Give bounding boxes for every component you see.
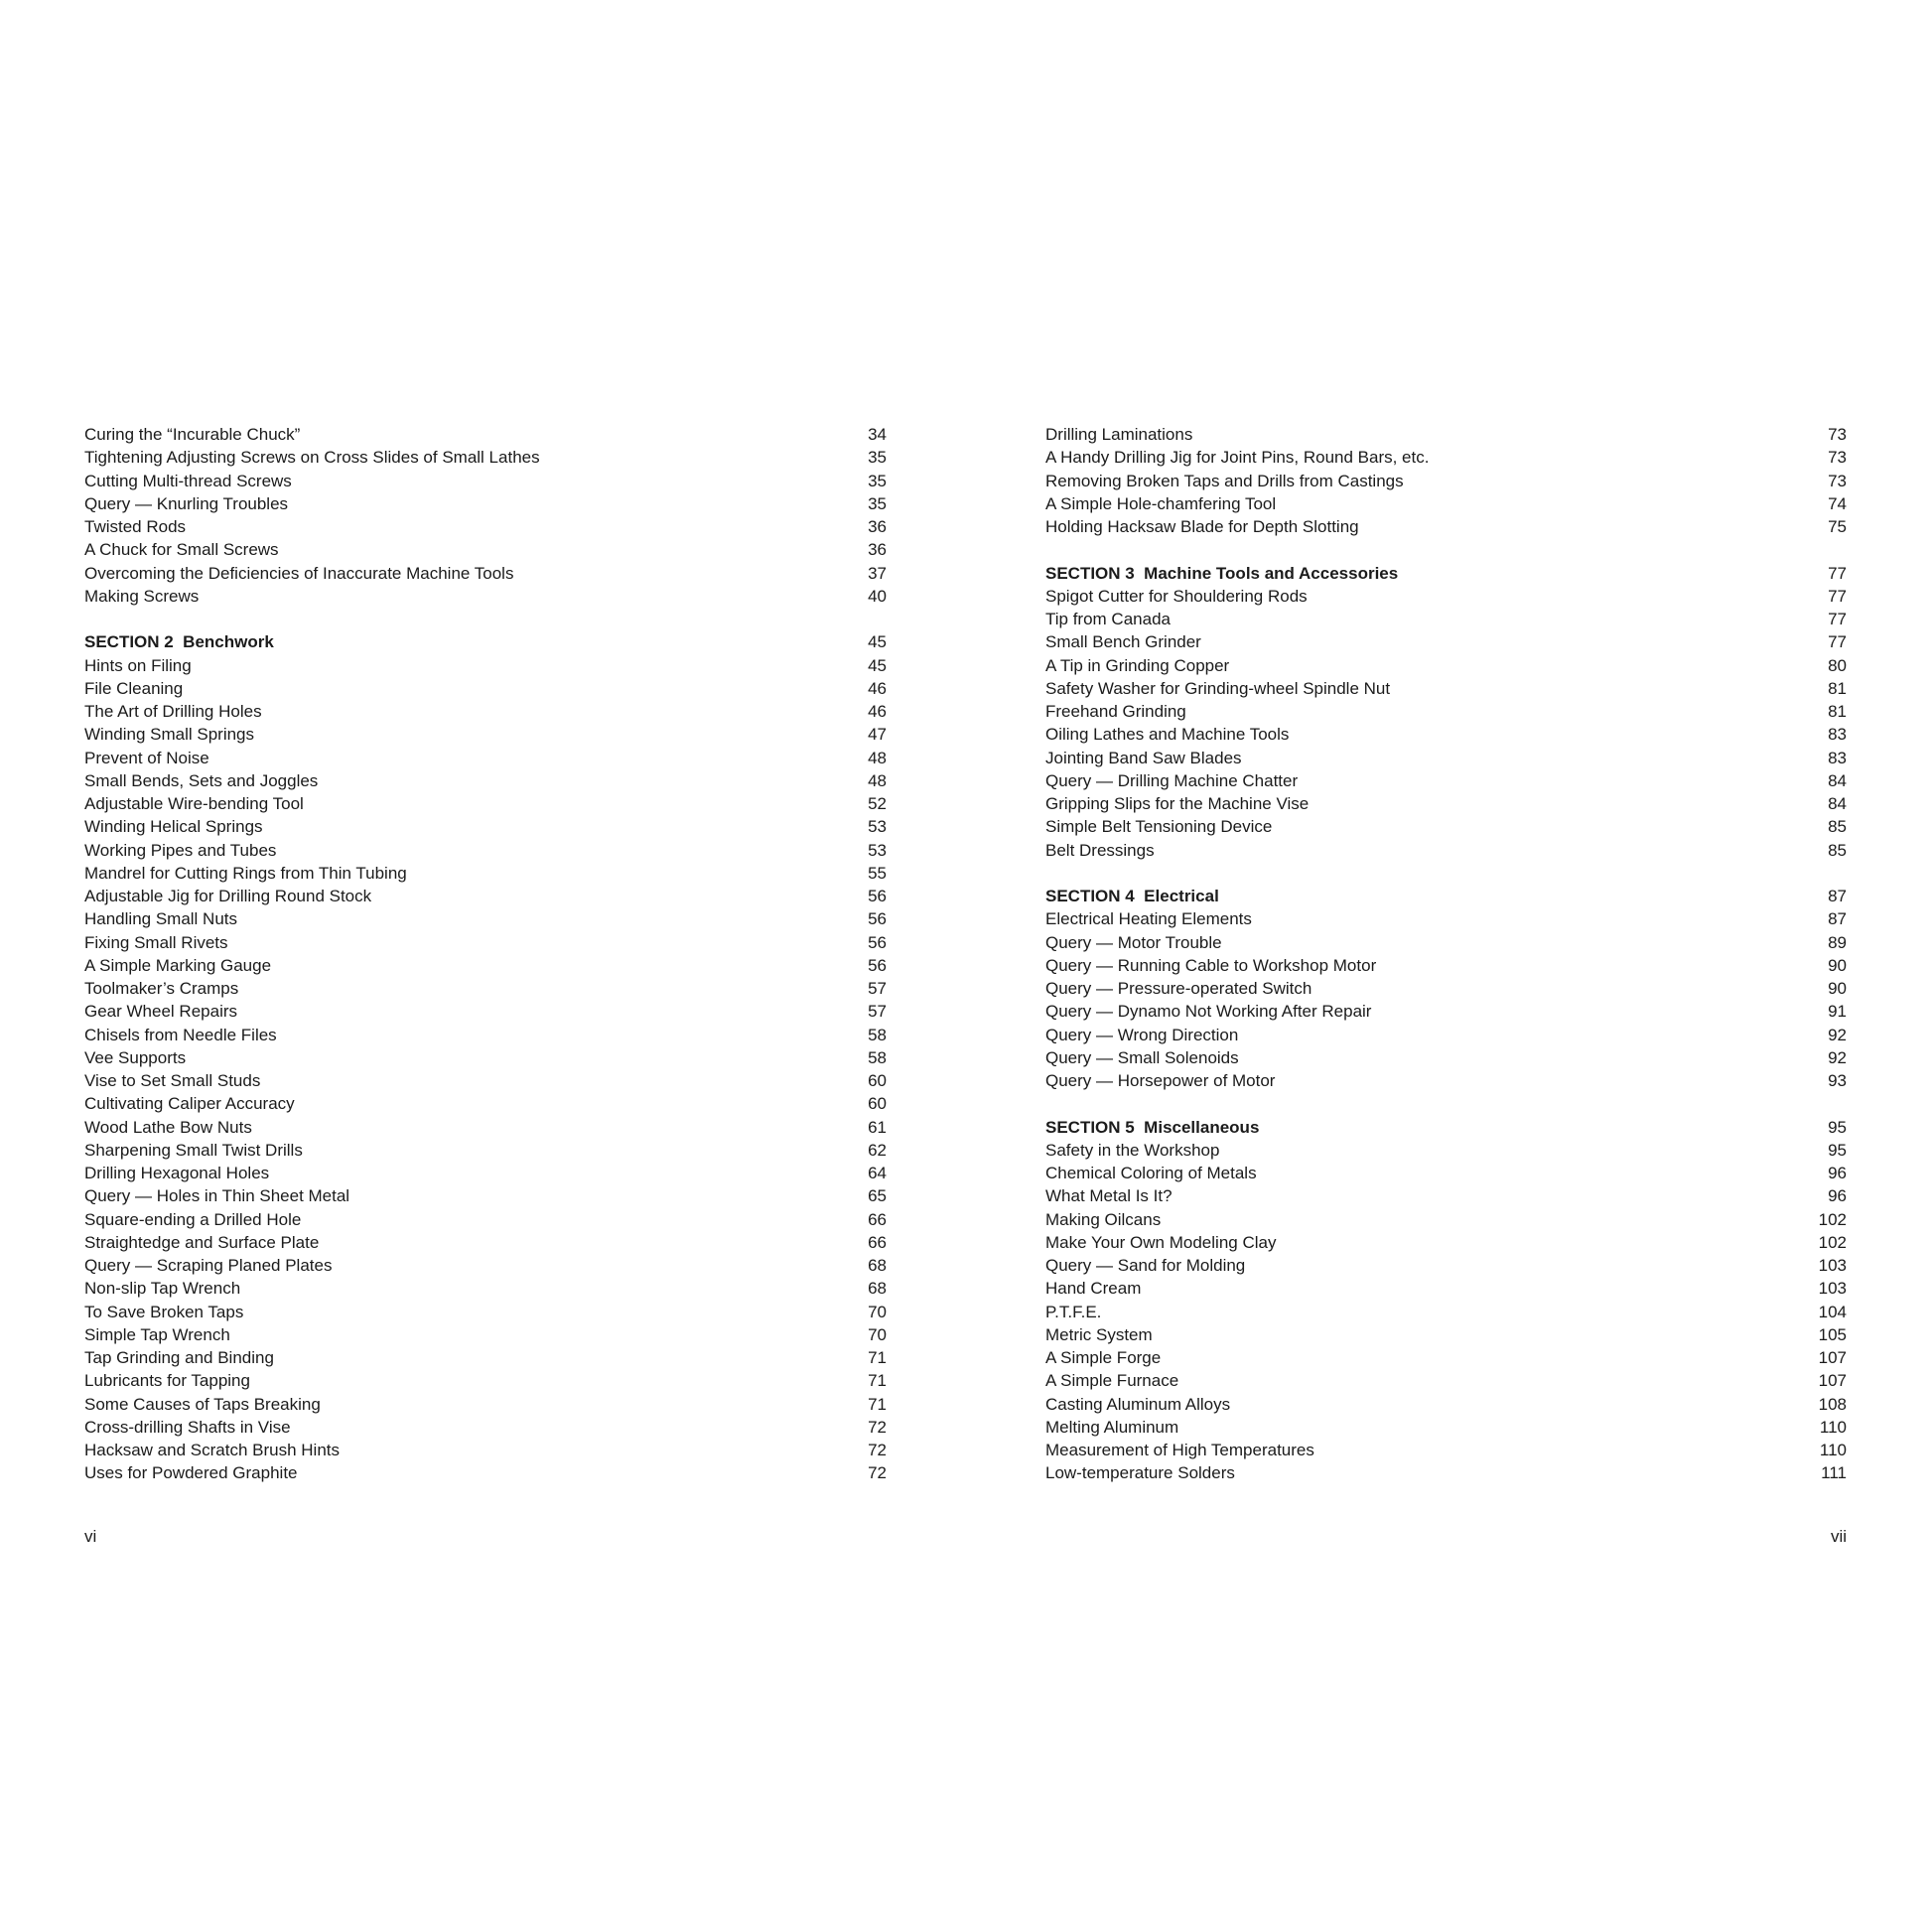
toc-entry-title: Square-ending a Drilled Hole [84,1209,302,1229]
toc-section-header [1045,562,1847,585]
toc-entry-title: Query — Wrong Direction [1045,1025,1239,1044]
toc-entry [84,862,887,885]
toc-entry [1045,1323,1847,1346]
toc-entry [1045,1208,1847,1231]
toc-entry [84,1369,887,1392]
toc-entry-page-number: 84 [1828,770,1847,790]
toc-entry-page-number: 46 [868,678,887,698]
toc-entry [1045,1139,1847,1162]
toc-entry-page-number: 61 [868,1117,887,1137]
toc-entry [84,1254,887,1277]
toc-entry-title: Measurement of High Temperatures [1045,1441,1314,1459]
toc-entry [84,1416,887,1439]
toc-entry [84,562,887,585]
toc-entry-title: Tip from Canada [1045,610,1171,628]
toc-entry-title: Sharpening Small Twist Drills [84,1140,303,1160]
toc-entry-page-number: 66 [868,1209,887,1229]
toc-entry-page-number: 65 [868,1186,887,1206]
toc-entry [84,885,887,907]
toc-entry-page-number: 47 [868,725,887,745]
toc-entry-page-number: 57 [868,1002,887,1022]
toc-entry-title: Prevent of Noise [84,748,209,767]
toc-entry-title: Tightening Adjusting Screws on Cross Slides of Small Lathes [84,448,540,468]
toc-entry [84,1000,887,1023]
toc-entry [84,1393,887,1416]
toc-entry-page-number: 72 [868,1441,887,1459]
toc-entry-page-number: 96 [1828,1186,1847,1206]
toc-entry-title: Belt Dressings [1045,840,1155,860]
toc-entry [84,977,887,1000]
toc-entry-page-number: 85 [1828,840,1847,860]
toc-group [1045,423,1847,538]
toc-entry [84,769,887,792]
toc-entry-page-number: 36 [868,540,887,560]
toc-entry [1045,1277,1847,1300]
page-number-folio-right: vii [1830,1527,1847,1546]
toc-entry-title: Uses for Powdered Graphite [84,1463,298,1483]
toc-entry-title: Cross-drilling Shafts in Vise [84,1417,291,1437]
toc-entry-page-number: 66 [868,1232,887,1252]
toc-entry-page-number: 45 [868,655,887,675]
toc-entry-page-number: 73 [1828,471,1847,490]
toc-section-header [1045,885,1847,907]
toc-entry-page-number: 110 [1819,1441,1847,1459]
toc-entry-page-number: 90 [1828,955,1847,975]
toc-entry-page-number: 93 [1828,1071,1847,1090]
toc-entry [84,538,887,561]
toc-entry-page-number: 96 [1828,1164,1847,1182]
toc-entry [84,723,887,746]
toc-entry-page-number: 36 [868,517,887,536]
toc-entry-page-number: 52 [868,794,887,813]
toc-entry-page-number: 75 [1828,517,1847,536]
toc-entry [1045,1439,1847,1461]
toc-entry-title: Non-slip Tap Wrench [84,1279,241,1299]
toc-entry-page-number: 73 [1828,448,1847,468]
toc-entry [84,700,887,723]
toc-entry [84,954,887,977]
toc-entry-page-number: 107 [1818,1371,1847,1391]
toc-entry-title: Small Bends, Sets and Joggles [84,770,319,790]
toc-entry-page-number: 103 [1818,1279,1847,1299]
toc-entry-title: A Simple Forge [1045,1348,1162,1367]
toc-entry-page-number: 48 [868,748,887,767]
toc-entry-title: A Simple Marking Gauge [84,955,272,975]
toc-entry-page-number: 77 [1828,563,1847,583]
toc-entry-page-number: 56 [868,932,887,952]
toc-entry-title: Working Pipes and Tubes [84,840,277,860]
toc-entry-page-number: 71 [868,1394,887,1414]
toc-entry-page-number: 92 [1828,1047,1847,1067]
toc-entry-title: Safety in the Workshop [1045,1140,1220,1160]
toc-entry-title: Query — Running Cable to Workshop Motor [1045,955,1377,975]
toc-entry [1045,1301,1847,1323]
toc-entry-page-number: 105 [1818,1324,1847,1344]
toc-entry [84,677,887,700]
toc-column-right [1045,423,1847,1485]
toc-entry [1045,700,1847,723]
toc-entry-page-number: 83 [1828,725,1847,745]
toc-entry [1045,1346,1847,1369]
toc-entry-page-number: 70 [868,1302,887,1321]
toc-entry-title: Melting Aluminum [1045,1417,1179,1437]
toc-entry-title: Query — Motor Trouble [1045,932,1222,952]
toc-entry-page-number: 102 [1818,1209,1847,1229]
toc-entry [1045,1416,1847,1439]
toc-entry [1045,907,1847,930]
toc-entry-page-number: 35 [868,448,887,468]
toc-entry [84,446,887,469]
toc-entry-title: Metric System [1045,1324,1153,1344]
toc-entry-title: Curing the “Incurable Chuck” [84,425,301,444]
toc-entry [1045,769,1847,792]
toc-entry [84,1116,887,1139]
toc-entry-title: Gear Wheel Repairs [84,1002,238,1022]
toc-entry [1045,630,1847,653]
toc-entry-page-number: 64 [868,1164,887,1182]
toc-entry [1045,1393,1847,1416]
toc-entry-title: Simple Belt Tensioning Device [1045,817,1273,837]
toc-entry-title: Hand Cream [1045,1279,1142,1299]
toc-entry [84,1277,887,1300]
toc-entry-page-number: 72 [868,1417,887,1437]
toc-entry-title: Winding Small Springs [84,725,255,745]
toc-entry [1045,839,1847,862]
toc-entry [84,492,887,515]
toc-entry [1045,1184,1847,1207]
toc-entry-title: A Tip in Grinding Copper [1045,655,1230,675]
toc-entry-page-number: 56 [868,909,887,929]
toc-entry [84,654,887,677]
toc-entry-title: Straightedge and Surface Plate [84,1232,320,1252]
toc-entry-page-number: 46 [868,702,887,721]
toc-entry [1045,1162,1847,1184]
toc-entry [1045,931,1847,954]
toc-entry-page-number: 87 [1828,887,1847,905]
toc-entry-title: Vee Supports [84,1047,187,1067]
toc-entry-page-number: 83 [1828,748,1847,767]
toc-entry-title: Gripping Slips for the Machine Vise [1045,794,1310,813]
toc-entry-page-number: 81 [1828,678,1847,698]
toc-entry-page-number: 81 [1828,702,1847,721]
toc-entry [1045,654,1847,677]
toc-entry-title: Hacksaw and Scratch Brush Hints [84,1441,340,1459]
toc-entry-title: Vise to Set Small Studs [84,1071,261,1090]
toc-entry [84,1162,887,1184]
toc-entry [84,1461,887,1484]
toc-entry-title: Jointing Band Saw Blades [1045,748,1242,767]
toc-entry-title: Mandrel for Cutting Rings from Thin Tubing [84,863,407,883]
toc-entry [1045,470,1847,492]
toc-entry-title: Query — Pressure-operated Switch [1045,979,1312,998]
toc-entry [1045,1254,1847,1277]
toc-section-title: SECTION 3 Machine Tools and Accessories [1045,563,1399,583]
toc-entry-page-number: 85 [1828,817,1847,837]
toc-entry-page-number: 55 [868,863,887,883]
toc-entry-title: Query — Knurling Troubles [84,493,289,513]
toc-entry-title: Electrical Heating Elements [1045,909,1252,929]
toc-entry [1045,977,1847,1000]
toc-entry-page-number: 68 [868,1256,887,1275]
toc-entry-title: P.T.F.E. [1045,1302,1102,1321]
toc-entry [1045,1369,1847,1392]
toc-entry-page-number: 70 [868,1324,887,1344]
toc-entry-title: What Metal Is It? [1045,1186,1173,1206]
toc-entry-page-number: 80 [1828,655,1847,675]
toc-entry-page-number: 71 [868,1371,887,1391]
toc-entry-title: Adjustable Jig for Drilling Round Stock [84,887,372,905]
toc-entry-title: Tap Grinding and Binding [84,1348,274,1367]
toc-entry-page-number: 58 [868,1025,887,1044]
toc-entry-title: Safety Washer for Grinding-wheel Spindle Nut [1045,678,1391,698]
toc-entry-title: Holding Hacksaw Blade for Depth Slotting [1045,517,1359,536]
toc-entry-title: Chisels from Needle Files [84,1025,277,1044]
toc-entry-title: Casting Aluminum Alloys [1045,1394,1231,1414]
toc-entry [84,815,887,838]
toc-entry-page-number: 35 [868,471,887,490]
toc-entry [1045,815,1847,838]
toc-entry-title: Some Causes of Taps Breaking [84,1394,321,1414]
toc-entry-title: Oiling Lathes and Machine Tools [1045,725,1290,745]
toc-entry-page-number: 77 [1828,632,1847,652]
toc-entry-title: Making Oilcans [1045,1209,1162,1229]
toc-entry-title: Drilling Hexagonal Holes [84,1164,270,1182]
toc-entry-title: Query — Drilling Machine Chatter [1045,770,1299,790]
toc-entry [84,1024,887,1046]
toc-entry-page-number: 58 [868,1047,887,1067]
toc-entry [1045,515,1847,538]
toc-group [1045,1116,1847,1485]
toc-group [84,423,887,608]
toc-group [1045,885,1847,1092]
toc-entry-title: Freehand Grinding [1045,702,1186,721]
toc-entry [84,515,887,538]
toc-entry-title: Adjustable Wire-bending Tool [84,794,304,813]
toc-entry-page-number: 107 [1818,1348,1847,1367]
toc-entry-page-number: 77 [1828,586,1847,606]
toc-entry-page-number: 90 [1828,979,1847,998]
toc-entry [84,1069,887,1092]
toc-entry-page-number: 62 [868,1140,887,1160]
toc-entry-title: Toolmaker’s Cramps [84,979,239,998]
toc-entry-page-number: 89 [1828,932,1847,952]
toc-entry-title: Chemical Coloring of Metals [1045,1164,1257,1182]
toc-entry-title: Low-temperature Solders [1045,1463,1235,1483]
toc-entry [1045,1000,1847,1023]
toc-entry-title: Winding Helical Springs [84,817,263,837]
toc-entry [1045,954,1847,977]
toc-entry-page-number: 108 [1818,1394,1847,1414]
toc-entry-page-number: 45 [868,632,887,652]
toc-entry-title: Query — Small Solenoids [1045,1047,1239,1067]
toc-entry [84,1139,887,1162]
toc-entry [1045,446,1847,469]
toc-entry-title: Twisted Rods [84,517,187,536]
toc-entry-title: Query — Horsepower of Motor [1045,1071,1276,1090]
toc-entry-title: File Cleaning [84,678,184,698]
toc-entry [84,1346,887,1369]
toc-entry-page-number: 92 [1828,1025,1847,1044]
toc-entry-title: Handling Small Nuts [84,909,238,929]
toc-entry [1045,585,1847,608]
toc-entry-page-number: 57 [868,979,887,998]
toc-entry [84,1231,887,1254]
toc-entry-page-number: 60 [868,1071,887,1090]
toc-entry-page-number: 74 [1828,493,1847,513]
toc-entry-title: Make Your Own Modeling Clay [1045,1232,1277,1252]
toc-entry-title: Small Bench Grinder [1045,632,1201,652]
toc-column-left [84,423,887,1485]
toc-group [84,630,887,1484]
toc-entry-page-number: 103 [1818,1256,1847,1275]
toc-entry-page-number: 110 [1819,1417,1847,1437]
toc-entry [84,747,887,769]
toc-entry-page-number: 53 [868,840,887,860]
toc-entry [1045,1461,1847,1484]
toc-entry [84,1323,887,1346]
toc-entry-title: Query — Sand for Molding [1045,1256,1246,1275]
toc-entry-title: Wood Lathe Bow Nuts [84,1117,252,1137]
toc-section-header [1045,1116,1847,1139]
toc-entry-title: Query — Dynamo Not Working After Repair [1045,1002,1372,1022]
toc-entry-page-number: 102 [1818,1232,1847,1252]
toc-entry [1045,677,1847,700]
toc-entry [84,1208,887,1231]
toc-entry-title: Fixing Small Rivets [84,932,228,952]
toc-entry [1045,1046,1847,1069]
toc-entry-title: Simple Tap Wrench [84,1324,230,1344]
toc-entry [84,792,887,815]
toc-entry-page-number: 91 [1828,1002,1847,1022]
toc-entry-page-number: 48 [868,770,887,790]
toc-entry [84,1046,887,1069]
toc-entry [84,839,887,862]
toc-entry [1045,1231,1847,1254]
toc-entry-page-number: 40 [868,586,887,606]
toc-entry [1045,1024,1847,1046]
toc-entry [84,931,887,954]
toc-entry-title: Drilling Laminations [1045,425,1193,444]
page-number-folio-left: vi [84,1527,97,1546]
toc-entry-page-number: 95 [1828,1117,1847,1137]
toc-entry-title: Cultivating Caliper Accuracy [84,1094,295,1114]
toc-entry-page-number: 56 [868,887,887,905]
toc-entry-page-number: 111 [1821,1463,1847,1483]
toc-entry-title: Cutting Multi-thread Screws [84,471,292,490]
toc-entry [84,1301,887,1323]
toc-entry-page-number: 95 [1828,1140,1847,1160]
toc-entry-title: A Handy Drilling Jig for Joint Pins, Round Bars, etc. [1045,448,1430,468]
toc-entry-title: Query — Scraping Planed Plates [84,1256,333,1275]
toc-entry-title: A Simple Furnace [1045,1371,1179,1391]
toc-entry-page-number: 71 [868,1348,887,1367]
toc-entry-page-number: 53 [868,817,887,837]
toc-entry [84,1092,887,1115]
toc-entry [84,1439,887,1461]
toc-entry-page-number: 35 [868,493,887,513]
toc-entry [84,907,887,930]
toc-section-title: SECTION 5 Miscellaneous [1045,1117,1260,1137]
toc-entry [1045,792,1847,815]
toc-entry-page-number: 73 [1828,425,1847,444]
toc-entry [1045,747,1847,769]
toc-entry-title: Making Screws [84,586,200,606]
toc-entry [84,423,887,446]
toc-entry-page-number: 104 [1818,1302,1847,1321]
toc-entry-page-number: 84 [1828,794,1847,813]
toc-section-title: SECTION 4 Electrical [1045,887,1219,905]
toc-entry-title: Lubricants for Tapping [84,1371,250,1391]
toc-entry-title: Overcoming the Deficiencies of Inaccurate Machine Tools [84,563,514,583]
toc-entry [1045,1069,1847,1092]
toc-entry-title: Query — Holes in Thin Sheet Metal [84,1186,350,1206]
toc-entry-title: A Simple Hole-chamfering Tool [1045,493,1277,513]
toc-entry-page-number: 87 [1828,909,1847,929]
toc-entry [1045,723,1847,746]
toc-entry [84,1184,887,1207]
toc-entry-page-number: 34 [868,425,887,444]
toc-entry-title: Removing Broken Taps and Drills from Castings [1045,471,1404,490]
toc-entry-title: Spigot Cutter for Shouldering Rods [1045,586,1308,606]
toc-entry-page-number: 56 [868,955,887,975]
toc-section-header [84,630,887,653]
toc-entry-page-number: 60 [868,1094,887,1114]
toc-entry-title: A Chuck for Small Screws [84,540,279,560]
toc-entry [1045,492,1847,515]
toc-entry-page-number: 68 [868,1279,887,1299]
toc-entry [1045,608,1847,630]
toc-entry-title: The Art of Drilling Holes [84,702,262,721]
toc-entry [84,585,887,608]
toc-entry [1045,423,1847,446]
toc-entry-page-number: 72 [868,1463,887,1483]
toc-entry-page-number: 37 [868,563,887,583]
toc-entry-title: Hints on Filing [84,655,192,675]
toc-entry [84,470,887,492]
toc-entry-page-number: 77 [1828,610,1847,628]
toc-section-title: SECTION 2 Benchwork [84,632,274,652]
toc-group [1045,562,1847,862]
toc-entry-title: To Save Broken Taps [84,1302,244,1321]
